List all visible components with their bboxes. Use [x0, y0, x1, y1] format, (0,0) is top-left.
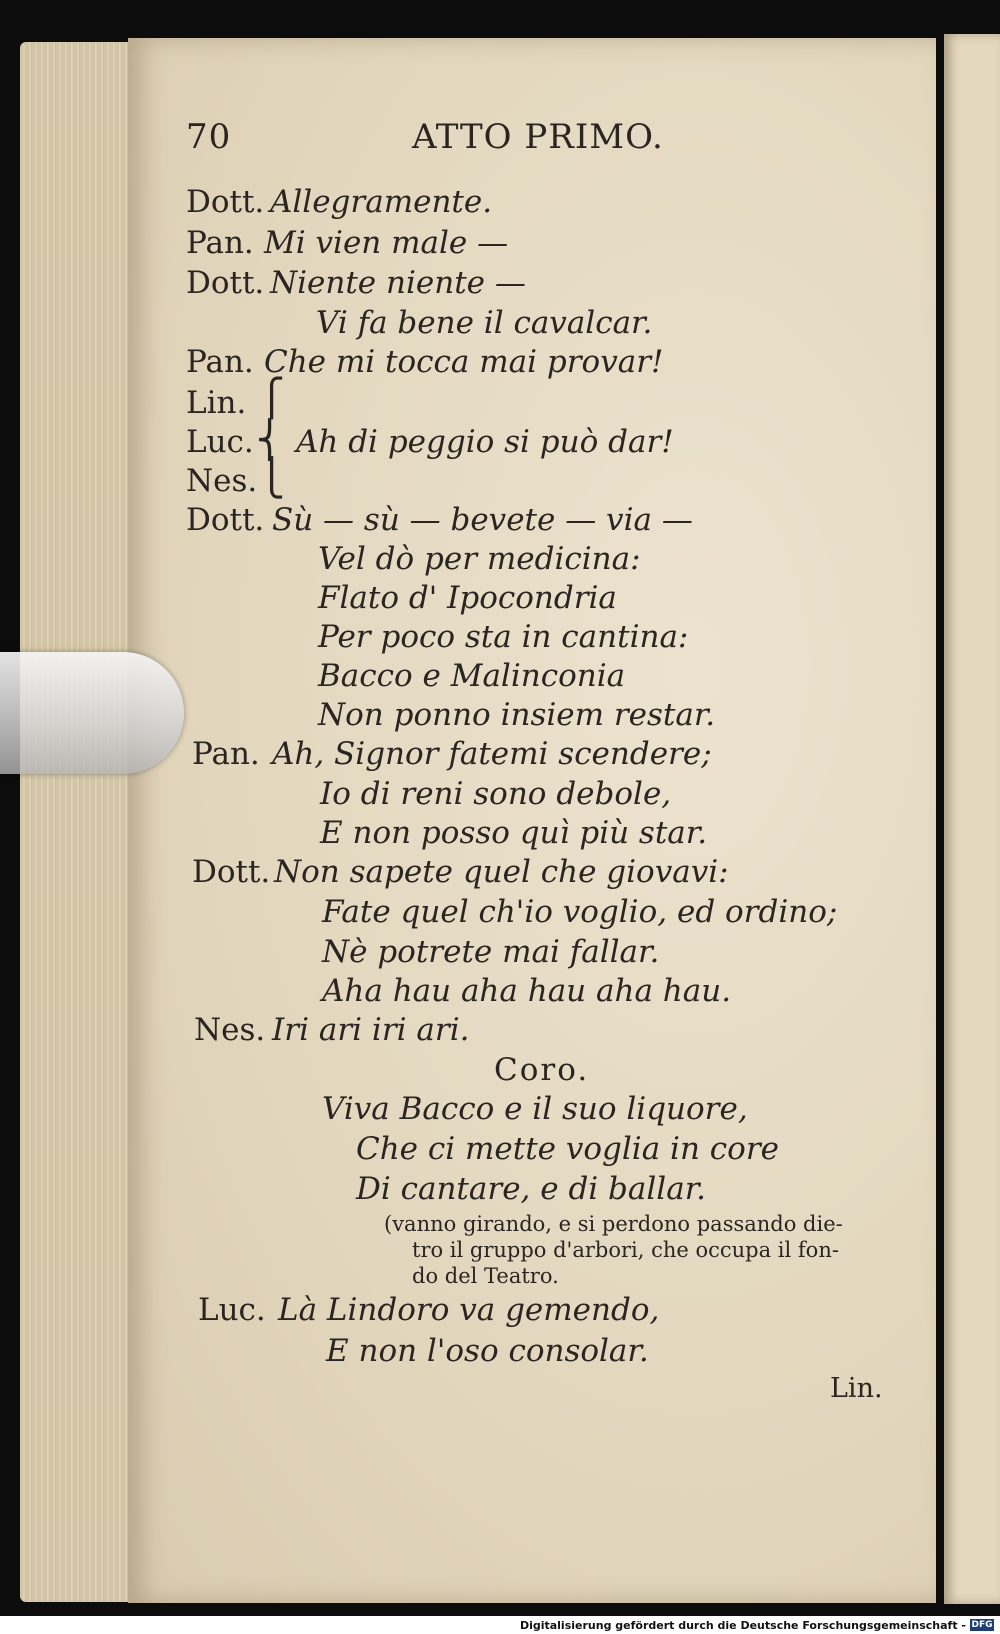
verse-line: Aha hau aha hau aha hau.: [322, 973, 732, 1009]
verse-line: Vi fa bene il cavalcar.: [316, 305, 653, 341]
verse-line: Mi vien male —: [264, 225, 509, 261]
page-edges: [20, 42, 140, 1602]
speaker-label: Dott.: [192, 854, 271, 890]
verse-line: Non ponno insiem restar.: [318, 697, 716, 733]
verse-line: Sù — sù — bevete — via —: [272, 502, 693, 538]
running-header: ATTO PRIMO.: [412, 117, 664, 157]
verse-line: Vel dò per medicina:: [318, 541, 641, 577]
stage-direction-line: tro il gruppo d'arbori, che occupa il fon-: [412, 1238, 839, 1262]
stage-direction-line: (vanno girando, e si perdono passando die-: [384, 1212, 843, 1236]
chorus-line: Di cantare, e di ballar.: [356, 1171, 706, 1207]
verse-line: Allegramente.: [270, 184, 493, 220]
brace-middle: ⎨: [256, 420, 283, 461]
speaker-label: Nes.: [186, 463, 258, 499]
verse-line: Flato d' Ipocondria: [318, 580, 617, 616]
verse-line: E non posso quì più star.: [320, 815, 708, 851]
speaker-label: Dott.: [186, 502, 265, 538]
facing-page-edge: [944, 34, 1000, 1604]
brace-top: ⎧: [258, 378, 285, 419]
chorus-line: Viva Bacco e il suo liquore,: [322, 1091, 748, 1127]
verse-line: Io di reni sono debole,: [320, 776, 672, 812]
brace-bottom: ⎩: [258, 458, 285, 499]
verse-line: Niente niente —: [270, 265, 526, 301]
dfg-logo: DFG: [971, 1620, 993, 1630]
verse-line: Ah di peggio si può dar!: [296, 424, 674, 460]
footer-credit: Digitalisierung gefördert durch die Deutsche Forschungsgemeinschaft -: [519, 1619, 966, 1632]
page-number: 70: [186, 117, 232, 157]
verse-line: Bacco e Malinconia: [318, 658, 626, 694]
verse-line: Fate quel ch'io voglio, ed ordino;: [322, 894, 838, 930]
chorus-heading: Coro.: [494, 1052, 590, 1088]
chorus-line: Che ci mette voglia in core: [356, 1131, 779, 1167]
verse-line: Là Lindoro va gemendo,: [278, 1292, 660, 1328]
speaker-label: Luc.: [198, 1292, 266, 1328]
speaker-label: Dott.: [186, 184, 265, 220]
speaker-label: Pan.: [192, 736, 260, 772]
verse-line: Iri ari iri ari.: [272, 1012, 470, 1048]
verse-line: Che mi tocca mai provar!: [264, 344, 664, 380]
speaker-label: Luc.: [186, 424, 254, 460]
stage-direction-line: do del Teatro.: [412, 1264, 559, 1288]
verse-line: Per poco sta in cantina:: [318, 619, 689, 655]
verse-line: Ah, Signor fatemi scendere;: [272, 736, 712, 772]
catchword: Lin.: [830, 1373, 883, 1404]
speaker-label: Pan.: [186, 225, 254, 261]
speaker-label: Dott.: [186, 265, 265, 301]
speaker-label: Pan.: [186, 344, 254, 380]
speaker-label: Lin.: [186, 385, 247, 421]
bookmark-clip: [0, 652, 184, 774]
verse-line: Nè potrete mai fallar.: [322, 934, 660, 970]
verse-line: Non sapete quel che giovavi:: [274, 854, 729, 890]
verse-line: E non l'oso consolar.: [326, 1333, 649, 1369]
speaker-label: Nes.: [194, 1012, 266, 1048]
